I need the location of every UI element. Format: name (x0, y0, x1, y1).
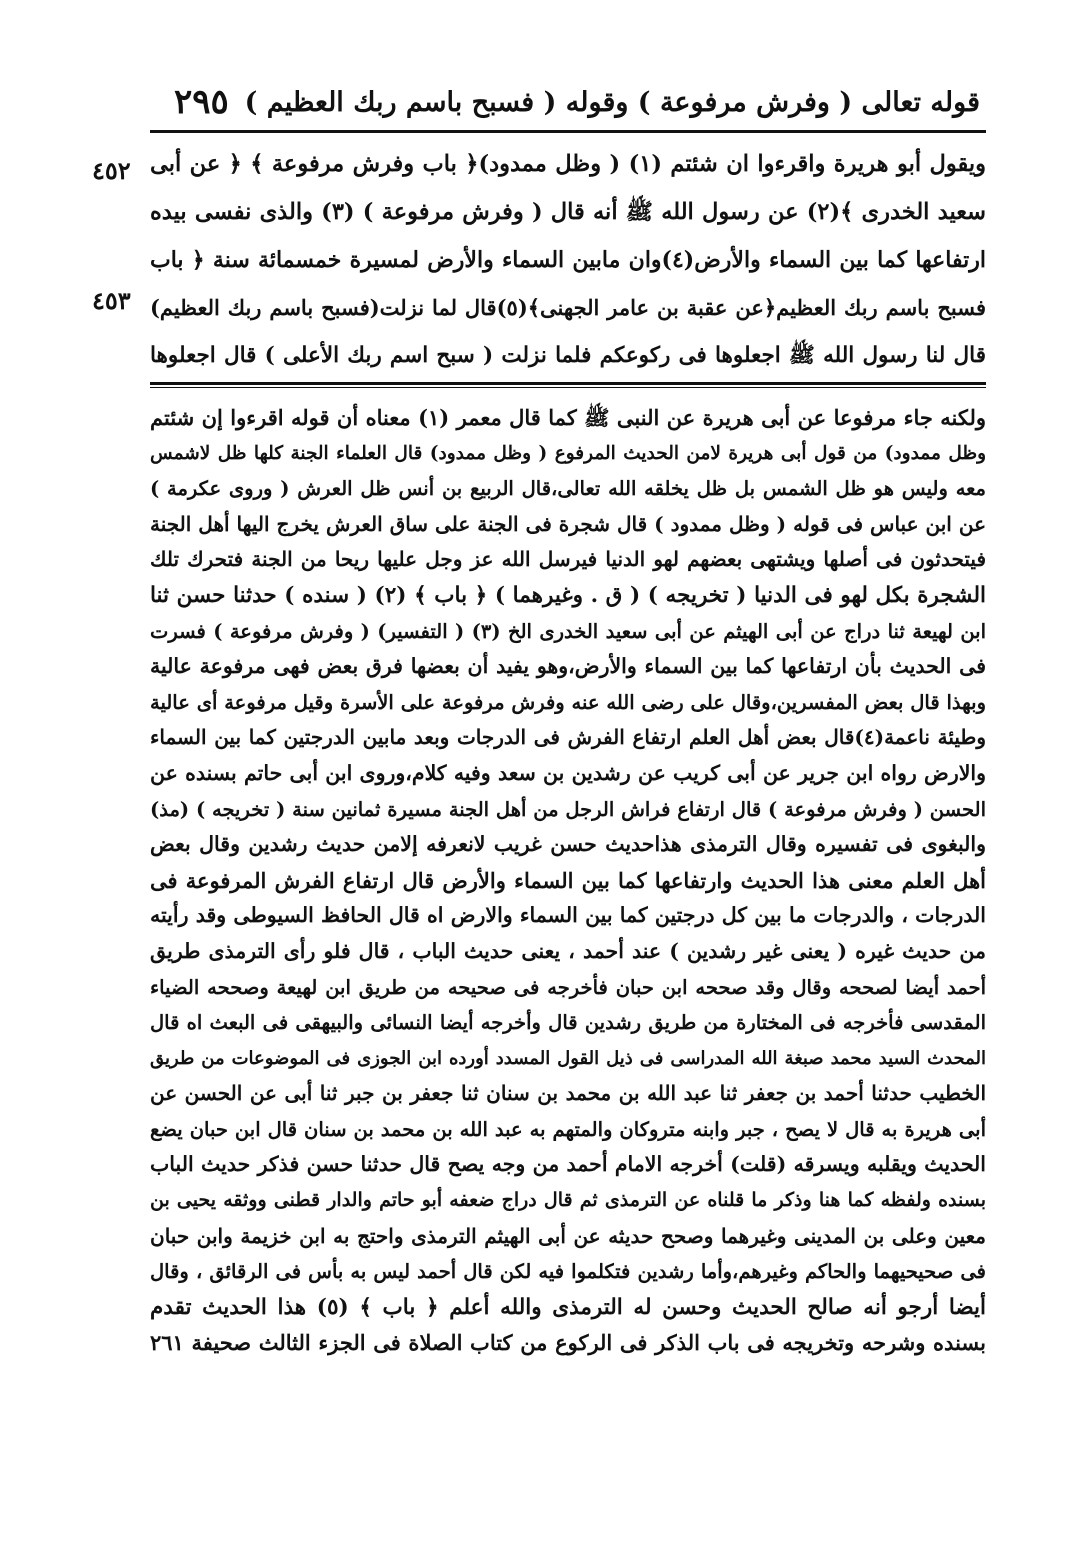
commentary-line: وبهذا قال بعض المفسرين،وقال على رضى الله عنه وفرش مرفوعة على الأسرة وقيل مرفوعة أى عالية (150, 690, 986, 714)
section-divider-thin (150, 387, 986, 388)
commentary-line: فى صحيحيهما والحاكم وغيرهم،وأما رشدين فتكلموا فيه لكن قال أحمد ليس به بأس فى الرقائق ، وقال (150, 1260, 986, 1284)
commentary-line: بسنده ولفظه كما هنا وذكر ما قلناه عن الترمذى ثم قال دراج ضعفه أبو حاتم والدار قطنى ووثقه يحيى بن (150, 1189, 986, 1212)
commentary-line: المقدسى فأخرجه فى المختارة من طريق رشدين قال وأخرجه أيضا النسائى والبيهقى فى البعث اه قال (150, 1011, 986, 1035)
commentary-line: أبى هريرة به قال لا يصح ، جبر وابنه متروكان والمتهم به عبد الله بن محمد بن سنان قال ابن حبان يضع (150, 1117, 986, 1141)
main-text (150, 140, 986, 380)
commentary-line: الحديث ويقلبه ويسرقه (قلت) أخرجه الامام أحمد من وجه يصح قال حدثنا حسن فذكر حديث الباب (150, 1152, 986, 1177)
commentary-line: الحسن ( وفرش مرفوعة ) قال ارتفاع فراش الرجل من أهل الجنة مسيرة ثمانين سنة ( تخريجه ) (مذ) (150, 797, 986, 821)
hadith-number: ٤٥٣ (92, 286, 131, 315)
running-title: قوله تعالى ( وفرش مرفوعة ) وقوله ( فسبح باسم ربك العظيم ) (244, 86, 980, 118)
commentary-line: وظل ممدود) من قول أبى هريرة لامن الحديث المرفوع ( وظل ممدود) قال العلماء الجنة كلها ظل لاشمس (150, 442, 986, 464)
commentary-line: من حديث غيره ( يعنى غير رشدين ) عند أحمد ، يعنى حديث الباب ، قال فلو رأى الترمذى طريق (150, 938, 986, 963)
commentary-line: فى الحديث بأن ارتفاعها كما بين السماء والأرض،وهو يفيد أن بعضها فرق بعض فهى مرفوعة عالية (150, 654, 986, 679)
page-header (150, 78, 986, 126)
commentary-line: أحمد أيضا لصححه وقال وقد صححه ابن حبان فأخرجه فى صحيحه من طريق ابن لهيعة وصححه الضياء (150, 975, 986, 999)
commentary (150, 400, 986, 1361)
section-divider (150, 382, 986, 385)
commentary-line: ابن لهيعة ثنا دراج عن أبى الهيثم عن أبى سعيد الخدرى الخ (٣) ( التفسير) ( وفرش مرفوعة ) فسرت (150, 619, 986, 643)
hadith-number: ٤٥٢ (92, 156, 131, 185)
main-text-line: ارتفاعها كما بين السماء والأرض(٤)وان مابين السماء والأرض لمسيرة خمسمائة سنة ﴿ باب (150, 247, 986, 273)
commentary-line: الشجرة بكل لهو فى الدنيا ( تخريجه ) ( ق . وغيرهما ) ﴿ باب ﴾ (٢) ( سنده ) حدثنا حسن ثنا (150, 582, 986, 608)
commentary-line: فيتحدثون فى أصلها ويشتهى بعضهم لهو الدنيا فيرسل الله عز وجل عليها ريحا من الجنة فتحرك تلك (150, 547, 986, 572)
commentary-line: معين وعلى بن المدينى وغيرهما وصحح حديثه عن أبى الهيثم الترمذى واحتج به ابن خزيمة وابن حبان (150, 1223, 986, 1248)
page-number: ٢٩٥ (174, 82, 229, 122)
commentary-line: الخطيب حدثنا أحمد بن جعفر ثنا عبد الله بن محمد بن سنان ثنا جعفر بن جبر ثنا أبى عن الحسن عن (150, 1081, 986, 1106)
commentary-line: ولكنه جاء مرفوعا عن أبى هريرة عن النبى ﷺ كما قال معمر (١) معناه أن قوله اقرءوا إن شئتم (150, 405, 986, 430)
header-rule (150, 130, 986, 133)
main-text-line: قال لنا رسول الله ﷺ اجعلوها فى ركوعكم فلما نزلت ( سبح اسم ربك الأعلى ) قال اجعلوها (150, 343, 986, 368)
commentary-line: عن ابن عباس فى قوله ( وظل ممدود ) قال شجرة فى الجنة على ساق العرش يخرج اليها أهل الجنة (150, 511, 986, 536)
commentary-line: وطيئة ناعمة(٤)قال بعض أهل العلم ارتفاع الفرش فى الدرجات وبعد مابين الدرجتين كما بين السماء (150, 725, 986, 750)
commentary-line: والبغوى فى تفسيره وقال الترمذى هذاحديث حسن غريب لانعرفه إلامن حديث رشدين وقال بعض (150, 832, 986, 857)
main-text-line: سعيد الخدرى ﴾(٢) عن رسول الله ﷺ أنه قال ( وفرش مرفوعة ) (٣) والذى نفسى بيده (150, 199, 986, 225)
commentary-line: والارض رواه ابن جرير عن أبى كريب عن رشدين بن سعد وفيه كلام،وروى ابن أبى حاتم بسنده عن (150, 760, 986, 785)
main-text-line: فسبح باسم ربك العظيم﴿عن عقبة بن عامر الجهنى﴾(٥)قال لما نزلت(فسبح باسم ربك العظيم) (150, 295, 986, 320)
commentary-line: بسنده وشرحه وتخريجه فى باب الذكر فى الركوع من كتاب الصلاة فى الجزء الثالث صحيفة ٢٦١ (150, 1330, 986, 1356)
commentary-line: الدرجات ، والدرجات ما بين كل درجتين كما بين السماء والارض اه قال الحافظ السيوطى وقد رأيته (150, 903, 986, 928)
commentary-line: أيضا أرجو أنه صالح الحديث وحسن له الترمذى والله أعلم ﴿ باب ﴾ (٥) هذا الحديث تقدم (150, 1294, 986, 1320)
commentary-line: أهل العلم معنى هذا الحديث وارتفاعها كما بين السماء والأرض قال ارتفاع الفرش المرفوعة فى (150, 867, 986, 893)
commentary-line: معه وليس هو ظل الشمس بل ظل يخلقه الله تعالى،قال الربيع بن أنس ظل العرش ( وروى عكرمة ) (150, 477, 986, 501)
commentary-line: المحدث السيد محمد صبغة الله المدراسى فى ذيل القول المسدد أورده ابن الجوزى فى الموضوعات من طريق (150, 1047, 986, 1069)
main-text-line: ويقول أبو هريرة واقرءوا ان شئتم (١) ( وظل ممدود)﴿ باب وفرش مرفوعة ﴾ ﴿ عن أبى (150, 151, 986, 177)
